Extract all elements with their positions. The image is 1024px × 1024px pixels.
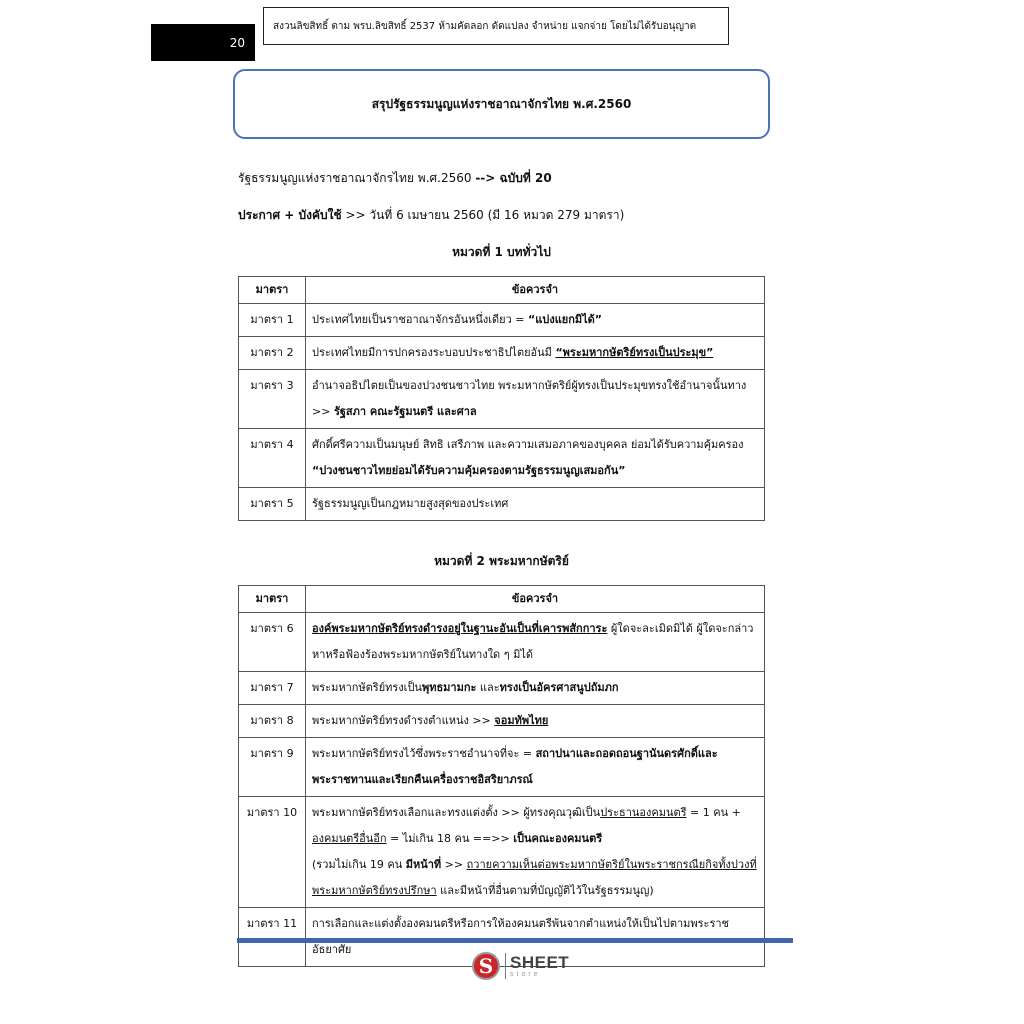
copyright-text: สงวนลิขสิทธิ์ ตาม พรบ.ลิขสิทธิ์ 2537 ห้ามคัดลอก ดัดแปลง จำหน่าย แจกจ่าย โดยไม่ได้รับอนุญาต bbox=[273, 20, 697, 32]
article-cell: มาตรา 10 bbox=[239, 797, 306, 908]
table-row bbox=[239, 797, 765, 908]
table-row bbox=[239, 613, 765, 672]
note-cell: พระมหากษัตริย์ทรงดำรงตำแหน่ง >> จอมทัพไทย bbox=[306, 705, 765, 738]
table-row bbox=[239, 337, 765, 370]
section-2-table bbox=[238, 585, 765, 967]
document-title: สรุปรัฐธรรมนูญแห่งราชอาณาจักรไทย พ.ศ.2560 bbox=[371, 96, 632, 111]
article-cell: มาตรา 4 bbox=[239, 429, 306, 488]
intro-line-2-text: >> วันที่ 6 เมษายน 2560 (มี 16 หมวด 279 มาตรา) bbox=[341, 208, 625, 222]
page-number: 20 bbox=[229, 35, 245, 50]
table-row bbox=[239, 488, 765, 521]
s-logo-icon: S bbox=[472, 952, 500, 980]
table-row bbox=[239, 672, 765, 705]
footer-divider-bar bbox=[237, 938, 793, 943]
article-cell: มาตรา 1 bbox=[239, 304, 306, 337]
article-cell: มาตรา 2 bbox=[239, 337, 306, 370]
logo-separator bbox=[505, 953, 506, 979]
section-1-table bbox=[238, 276, 765, 521]
note-cell: การเลือกและแต่งตั้งองคมนตรีหรือการให้องคมนตรีพ้นจากตำแหน่งให้เป็นไปตามพระราชอัธยาศัย bbox=[306, 908, 765, 967]
article-cell: มาตรา 5 bbox=[239, 488, 306, 521]
note-cell: พระมหากษัตริย์ทรงเป็นพุทธมามกะ และทรงเป็นอัครศาสนูปถัมภก bbox=[306, 672, 765, 705]
section-2-heading: หมวดที่ 2 พระมหากษัตริย์ bbox=[434, 554, 569, 568]
sheet-store-logo bbox=[472, 950, 572, 982]
note-cell: ประเทศไทยมีการปกครองระบอบประชาธิปไตยอันมี “พระมหากษัตริย์ทรงเป็นประมุข” bbox=[306, 337, 765, 370]
note-cell: พระมหากษัตริย์ทรงไว้ซึ่งพระราชอำนาจที่จะ = สถาปนาและถอดถอนฐานันดรศักดิ์และพระราชทานและเรียกคืนเครื่องราชอิสริยาภรณ์ bbox=[306, 738, 765, 797]
document-title-box bbox=[233, 69, 770, 139]
section-1-heading: หมวดที่ 1 บททั่วไป bbox=[452, 245, 551, 259]
note-cell: ประเทศไทยเป็นราชอาณาจักรอันหนึ่งเดียว = “แบ่งแยกมิได้” bbox=[306, 304, 765, 337]
note-cell: อำนาจอธิปไตยเป็นของปวงชนชาวไทย พระมหากษัตริย์ผู้ทรงเป็นประมุขทรงใช้อำนาจนั้นทาง >> รัฐสภา คณะรัฐมนตรี และศาล bbox=[306, 370, 765, 429]
note-cell: รัฐธรรมนูญเป็นกฎหมายสูงสุดของประเทศ bbox=[306, 488, 765, 521]
copyright-notice bbox=[263, 7, 729, 45]
intro-line-2-bold: ประกาศ + บังคับใช้ bbox=[238, 208, 342, 222]
logo-text bbox=[510, 954, 569, 978]
table-row bbox=[239, 738, 765, 797]
intro-line-2 bbox=[238, 206, 624, 225]
article-cell: มาตรา 7 bbox=[239, 672, 306, 705]
logo-word: SHEET bbox=[510, 953, 570, 972]
column-header-article: มาตรา bbox=[239, 586, 306, 613]
column-header-note: ข้อควรจำ bbox=[306, 277, 765, 304]
article-cell: มาตรา 6 bbox=[239, 613, 306, 672]
table-header-row bbox=[239, 586, 765, 613]
article-cell: มาตรา 8 bbox=[239, 705, 306, 738]
column-header-note: ข้อควรจำ bbox=[306, 586, 765, 613]
article-cell: มาตรา 9 bbox=[239, 738, 306, 797]
page-number-box bbox=[151, 24, 255, 61]
article-cell: มาตรา 3 bbox=[239, 370, 306, 429]
table-row bbox=[239, 370, 765, 429]
logo-subtext: store bbox=[510, 971, 541, 978]
table-row bbox=[239, 705, 765, 738]
article-cell: มาตรา 11 bbox=[239, 908, 306, 967]
intro-line-1-bold: --> ฉบับที่ 20 bbox=[475, 171, 552, 185]
table-header-row bbox=[239, 277, 765, 304]
intro-line-1-text: รัฐธรรมนูญแห่งราชอาณาจักรไทย พ.ศ.2560 bbox=[238, 171, 476, 185]
table-row bbox=[239, 429, 765, 488]
table-row bbox=[239, 304, 765, 337]
note-cell: ศักดิ์ศรีความเป็นมนุษย์ สิทธิ เสรีภาพ และความเสมอภาคของบุคคล ย่อมได้รับความคุ้มครอง “ปวงชนชาวไทยย่อมได้รับความคุ้มครองตามรัฐธรรมนูญเสมอกัน” bbox=[306, 429, 765, 488]
column-header-article: มาตรา bbox=[239, 277, 306, 304]
intro-line-1 bbox=[238, 169, 552, 188]
note-cell: พระมหากษัตริย์ทรงเลือกและทรงแต่งตั้ง >> ผู้ทรงคุณวุฒิเป็นประธานองคมนตรี = 1 คน + องคมนตรีอื่นอีก = ไม่เกิน 18 คน ==>> เป็นคณะองคมนตรี (รวมไม่เกิน 19 คน มีหน้าที่ >> ถวายความเห็นต่อพระมหากษัตริย์ในพระราชกรณียกิจทั้งปวงที่พระมหากษัตริย์ทรงปรึกษา และมีหน้าที่อื่นตามที่บัญญัติไว้ในรัฐธรรมนูญ) bbox=[306, 797, 765, 908]
note-cell: องค์พระมหากษัตริย์ทรงดำรงอยู่ในฐานะอันเป็นที่เคารพสักการะ ผู้ใดจะละเมิดมิได้ ผู้ใดจะกล่าวหาหรือฟ้องร้องพระมหากษัตริย์ในทางใด ๆ มิได้ bbox=[306, 613, 765, 672]
